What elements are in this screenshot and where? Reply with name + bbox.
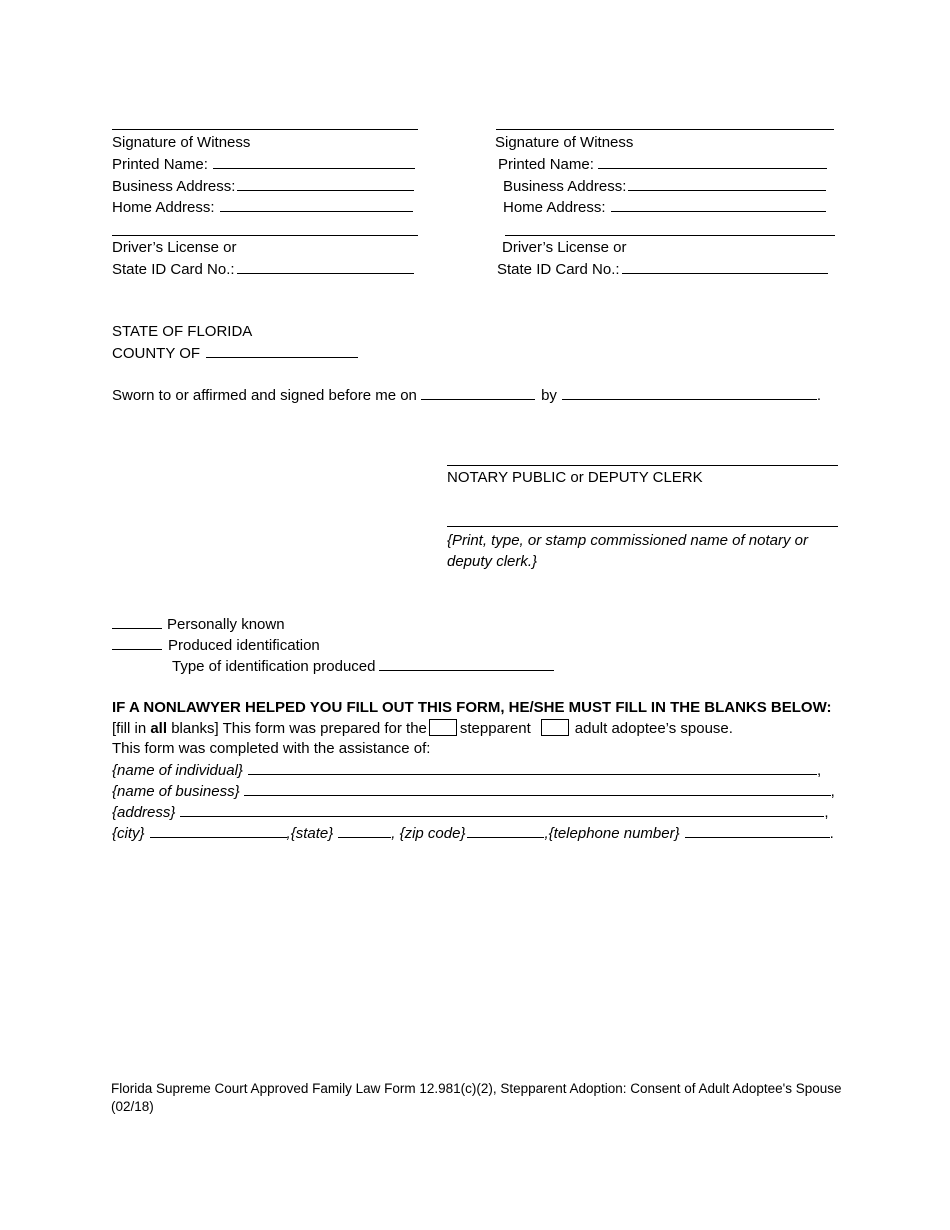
- id-type-label: Type of identification produced: [172, 658, 376, 675]
- city-field[interactable]: [150, 824, 287, 838]
- notary-name-line[interactable]: [447, 526, 838, 527]
- completed-with: This form was completed with the assistance of:: [112, 740, 431, 757]
- right-business-address-label: Business Address:: [503, 178, 627, 195]
- nonlawyer-heading: IF A NONLAWYER HELPED YOU FILL OUT THIS FORM, HE/SHE MUST FILL IN THE BLANKS BELOW:: [112, 699, 832, 716]
- address-row: [112, 803, 829, 822]
- notary-signature-line[interactable]: [447, 465, 838, 466]
- id-type-field[interactable]: [379, 657, 554, 671]
- county-row: [112, 344, 358, 363]
- right-printed-name-field[interactable]: [598, 155, 827, 169]
- sworn-text: Sworn to or affirmed and signed before me on: [112, 387, 417, 404]
- left-printed-name-row: [112, 155, 415, 174]
- right-printed-name-label: Printed Name:: [498, 156, 594, 173]
- left-printed-name-label: Printed Name:: [112, 156, 208, 173]
- produced-id-field[interactable]: [112, 636, 162, 650]
- sworn-date-field[interactable]: [421, 386, 535, 400]
- sworn-by-label: by: [541, 387, 557, 404]
- business-comma: ,: [830, 783, 835, 800]
- right-license-row: [497, 260, 828, 279]
- left-business-address-row: [112, 177, 414, 196]
- right-printed-name-row: [498, 155, 827, 174]
- id-type-row: [172, 657, 554, 676]
- spouse-label: adult adoptee’s spouse.: [574, 720, 733, 737]
- name-row: [112, 761, 821, 780]
- personally-known-field[interactable]: [112, 615, 162, 629]
- left-printed-name-field[interactable]: [213, 155, 415, 169]
- right-license-label-1: Driver’s License or: [502, 239, 627, 256]
- business-field[interactable]: [244, 782, 831, 796]
- left-license-label-2: State ID Card No.:: [112, 261, 235, 278]
- right-business-address-row: [503, 177, 826, 196]
- business-label: {name of business}: [112, 783, 240, 800]
- city-row-period: .: [829, 825, 834, 842]
- prepared-for-row: [112, 719, 733, 738]
- left-license-row: [112, 260, 414, 279]
- fill-suffix: blanks] This form was prepared for the: [167, 720, 427, 737]
- name-comma: ,: [816, 762, 822, 779]
- sworn-period: .: [816, 387, 822, 404]
- right-home-address-label: Home Address:: [503, 199, 606, 216]
- business-row: [112, 782, 835, 801]
- right-home-address-field[interactable]: [611, 198, 826, 212]
- left-business-address-field[interactable]: [237, 177, 414, 191]
- right-business-address-field[interactable]: [628, 177, 826, 191]
- spouse-checkbox[interactable]: [541, 719, 569, 736]
- stepparent-label: stepparent: [459, 720, 531, 737]
- right-home-address-row: [503, 198, 826, 217]
- produced-id-label: Produced identification: [168, 637, 320, 654]
- right-home-address-line2[interactable]: [505, 235, 835, 236]
- address-comma: ,: [824, 804, 829, 821]
- left-home-address-row: [112, 198, 413, 217]
- sworn-by-field[interactable]: [562, 386, 817, 400]
- sworn-row: [112, 386, 821, 405]
- name-field[interactable]: [248, 761, 817, 775]
- right-license-label-2: State ID Card No.:: [497, 261, 620, 278]
- notary-title: NOTARY PUBLIC or DEPUTY CLERK: [447, 469, 703, 486]
- phone-field[interactable]: [685, 824, 830, 838]
- stepparent-checkbox[interactable]: [429, 719, 457, 736]
- fill-prefix: [fill in: [112, 720, 151, 737]
- produced-id-row: [112, 636, 320, 655]
- left-home-address-line2[interactable]: [112, 235, 418, 236]
- zip-field[interactable]: [467, 824, 544, 838]
- name-label: {name of individual}: [112, 762, 243, 779]
- state-heading: STATE OF FLORIDA: [112, 323, 253, 340]
- form-footer: Florida Supreme Court Approved Family Law Form 12.981(c)(2), Stepparent Adoption: Consent of Adult Adoptee's Spouse (02/18): [111, 1081, 842, 1114]
- right-signature-label: Signature of Witness: [495, 134, 634, 151]
- address-label: {address}: [112, 804, 176, 821]
- phone-label: ,{telephone number}: [544, 825, 680, 842]
- personally-known-row: [112, 615, 285, 634]
- county-field[interactable]: [206, 344, 358, 358]
- left-witness-signature-line[interactable]: [112, 129, 418, 130]
- right-witness-signature-line[interactable]: [496, 129, 834, 130]
- left-license-field[interactable]: [237, 260, 414, 274]
- right-license-field[interactable]: [622, 260, 828, 274]
- city-row: [112, 824, 834, 843]
- state-field[interactable]: [338, 824, 391, 838]
- county-label: COUNTY OF: [112, 345, 201, 362]
- left-home-address-label: Home Address:: [112, 199, 215, 216]
- state-label: ,{state}: [286, 825, 334, 842]
- fill-all: all: [150, 720, 168, 737]
- address-field[interactable]: [180, 803, 824, 817]
- notary-print-instruction: {Print, type, or stamp commissioned name of notary or deputy clerk.}: [447, 532, 808, 570]
- left-business-address-label: Business Address:: [112, 178, 236, 195]
- left-license-label-1: Driver’s License or: [112, 239, 237, 256]
- left-signature-label: Signature of Witness: [112, 134, 251, 151]
- personally-known-label: Personally known: [167, 616, 285, 633]
- city-label: {city}: [112, 825, 145, 842]
- zip-label: , {zip code}: [391, 825, 466, 842]
- left-home-address-field[interactable]: [220, 198, 413, 212]
